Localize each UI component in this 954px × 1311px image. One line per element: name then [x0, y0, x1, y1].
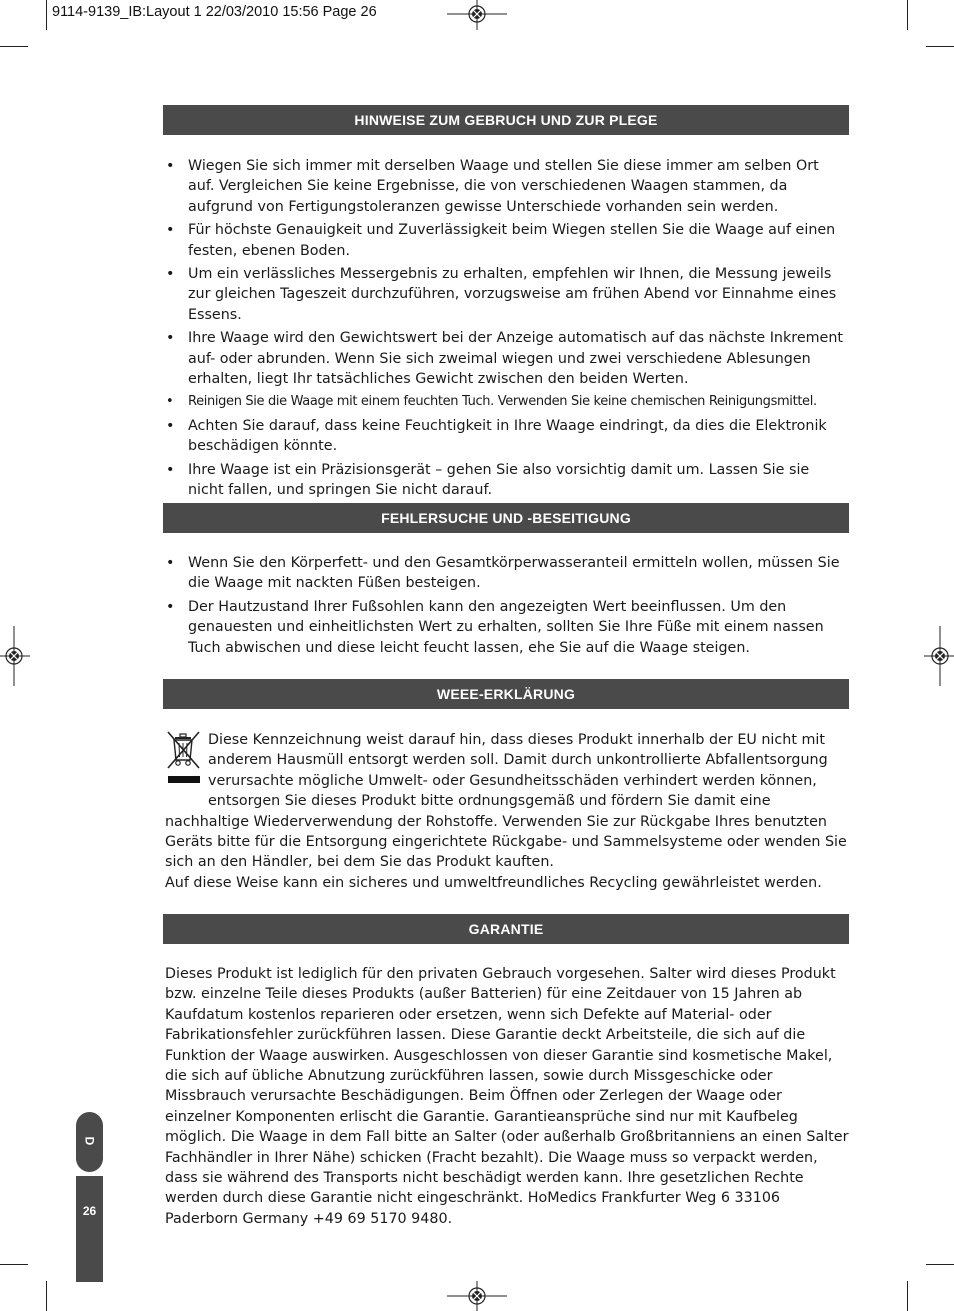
- registration-mark-right-icon: [924, 626, 954, 686]
- crop-mark-bottom-left-h: [0, 1264, 28, 1265]
- crop-mark-top-left-v: [46, 0, 47, 30]
- page-number: 26: [82, 1204, 97, 1218]
- list-item: • Um ein verlässliches Messergebnis zu erhalten, empfehlen wir Ihnen, die Messung jeweils zur gleichen Tageszeit durchzuführen, vorzugsweise am frühen Abend vor Einnahme eines Essens.: [163, 264, 849, 325]
- page-number-bar: [76, 1176, 103, 1282]
- crop-mark-top-right-h: [926, 46, 954, 47]
- registration-mark-bottom-icon: [447, 1281, 507, 1311]
- list-item: • Reinigen Sie die Waage mit einem feuchten Tuch. Verwenden Sie keine chemischen Reinigungsmittel.: [163, 392, 849, 412]
- weee-paragraph: Diese Kennzeichnung weist darauf hin, dass dieses Produkt innerhalb der EU nicht mit anderem Hausmüll entsorgt werden soll. Damit durch unkontrollierte Abfallentsorgung verursachte mögliche Umwelt- oder Gesundheitsschäden verhindert werden können, entsorgen Sie dieses Produkt bitte ordnungsgemäß und fördern Sie damit eine nachhaltige Wiederverwendung der Rohstoffe. Verwenden Sie zur Rückgabe Ihres benutzten Geräts bitte für die Entsorgung eingerichtete Rückgabe- und Sammelsysteme oder wenden Sie sich an den Händler, bei dem Sie das Produkt kauften.: [165, 732, 847, 871]
- crop-mark-bottom-left-v: [46, 1281, 47, 1311]
- language-pill: [76, 1112, 103, 1172]
- care-bullet-list: [163, 156, 849, 504]
- section-header-weee: WEEE-ERKLÄRUNG: [163, 679, 849, 709]
- troubleshooting-bullet-list: [163, 553, 849, 661]
- list-item: • Ihre Waage ist ein Präzisionsgerät – gehen Sie also vorsichtig damit um. Lassen Sie sie nicht fallen, und springen Sie nicht darauf.: [163, 460, 849, 501]
- side-language-tab: [76, 1112, 103, 1282]
- list-item: • Der Hautzustand Ihrer Fußsohlen kann den angezeigten Wert beeinflussen. Um den genauesten und einheitlichsten Wert zu erhalten, sollten Sie Ihre Füße mit einem nassen Tuch abwischen und diese leicht feucht lassen, ehe Sie auf die Waage steigen.: [163, 597, 849, 658]
- weee-closing-paragraph: Auf diese Weise kann ein sicheres und umweltfreundliches Recycling gewährleistet werden.: [165, 874, 822, 891]
- registration-mark-top-icon: [447, 0, 507, 30]
- guarantee-paragraph: Dieses Produkt ist lediglich für den privaten Gebrauch vorgesehen. Salter wird dieses Produkt bzw. einzelne Teile dieses Produkts (außer Batterien) für eine Zeitdauer von 15 Jahren ab Kaufdatum kostenlos reparieren oder ersetzen, wenn sich Defekte auf Material- oder Fabrikationsfehler zurückführen lassen. Diese Garantie deckt Arbeitsteile, die sich auf die Funktion der Waage auswirken. Ausgeschlossen von dieser Garantie sind kosmetische Makel, die sich auf übliche Abnutzung zurückführen lassen, sowie durch Missgeschicke oder Missbrauch verursachte Beschädigungen. Beim Öffnen oder Zerlegen der Waage oder einzelner Komponenten erlischt die Garantie. Garantieansprüche sind nur mit Kaufbeleg möglich. Die Waage in dem Fall bitte an Salter (oder außerhalb Großbritanniens an einen Salter Fachhändler in Ihrer Nähe) schicken (Fracht bezahlt). Die Waage muss so verpackt werden, dass sie während des Transports nicht beschädigt werden kann. Ihre gesetzlichen Rechte werden durch diese Garantie nicht eingeschränkt. HoMedics Frankfurter Weg 6 33106 Paderborn Germany +49 69 5170 9480.: [165, 966, 849, 1227]
- list-item: • Wenn Sie den Körperfett- und den Gesamtkörperwasseranteil ermitteln wollen, müssen Sie die Waage mit nackten Füßen besteigen.: [163, 553, 849, 594]
- crop-mark-bottom-right-v: [907, 1281, 908, 1311]
- crop-mark-top-right-v: [907, 0, 908, 30]
- crop-mark-bottom-right-h: [926, 1264, 954, 1265]
- crossed-out-wheelie-bin-icon: [165, 730, 205, 792]
- weee-text-block: [165, 730, 849, 893]
- section-header-troubleshooting: FEHLERSUCHE UND -BESEITIGUNG: [163, 503, 849, 533]
- section-header-care: HINWEISE ZUM GEBRUCH UND ZUR PLEGE: [163, 105, 849, 135]
- registration-mark-left-icon: [0, 626, 30, 686]
- language-code: D: [82, 1136, 97, 1146]
- list-item: • Achten Sie darauf, dass keine Feuchtigkeit in Ihre Waage eindringt, da dies die Elektronik beschädigen könnte.: [163, 416, 849, 457]
- section-header-guarantee: GARANTIE: [163, 914, 849, 944]
- list-item: • Ihre Waage wird den Gewichtswert bei der Anzeige automatisch auf das nächste Inkrement auf- oder abrunden. Wenn Sie sich zweimal wiegen und zwei verschiedene Ablesungen erhalten, liegt Ihr tatsächliches Gewicht zwischen den beiden Werten.: [163, 328, 849, 389]
- crop-mark-top-left-h: [0, 46, 28, 47]
- list-item: • Für höchste Genauigkeit und Zuverlässigkeit beim Wiegen stellen Sie die Waage auf einen festen, ebenen Boden.: [163, 220, 849, 261]
- printer-slug: 9114-9139_IB:Layout 1 22/03/2010 15:56 Page 26: [52, 4, 377, 20]
- list-item: • Wiegen Sie sich immer mit derselben Waage und stellen Sie diese immer am selben Ort auf. Vergleichen Sie keine Ergebnisse, die von verschiedenen Waagen stammen, da aufgrund von Fertigungstoleranzen gewisse Unterschiede vorhanden sein werden.: [163, 156, 849, 217]
